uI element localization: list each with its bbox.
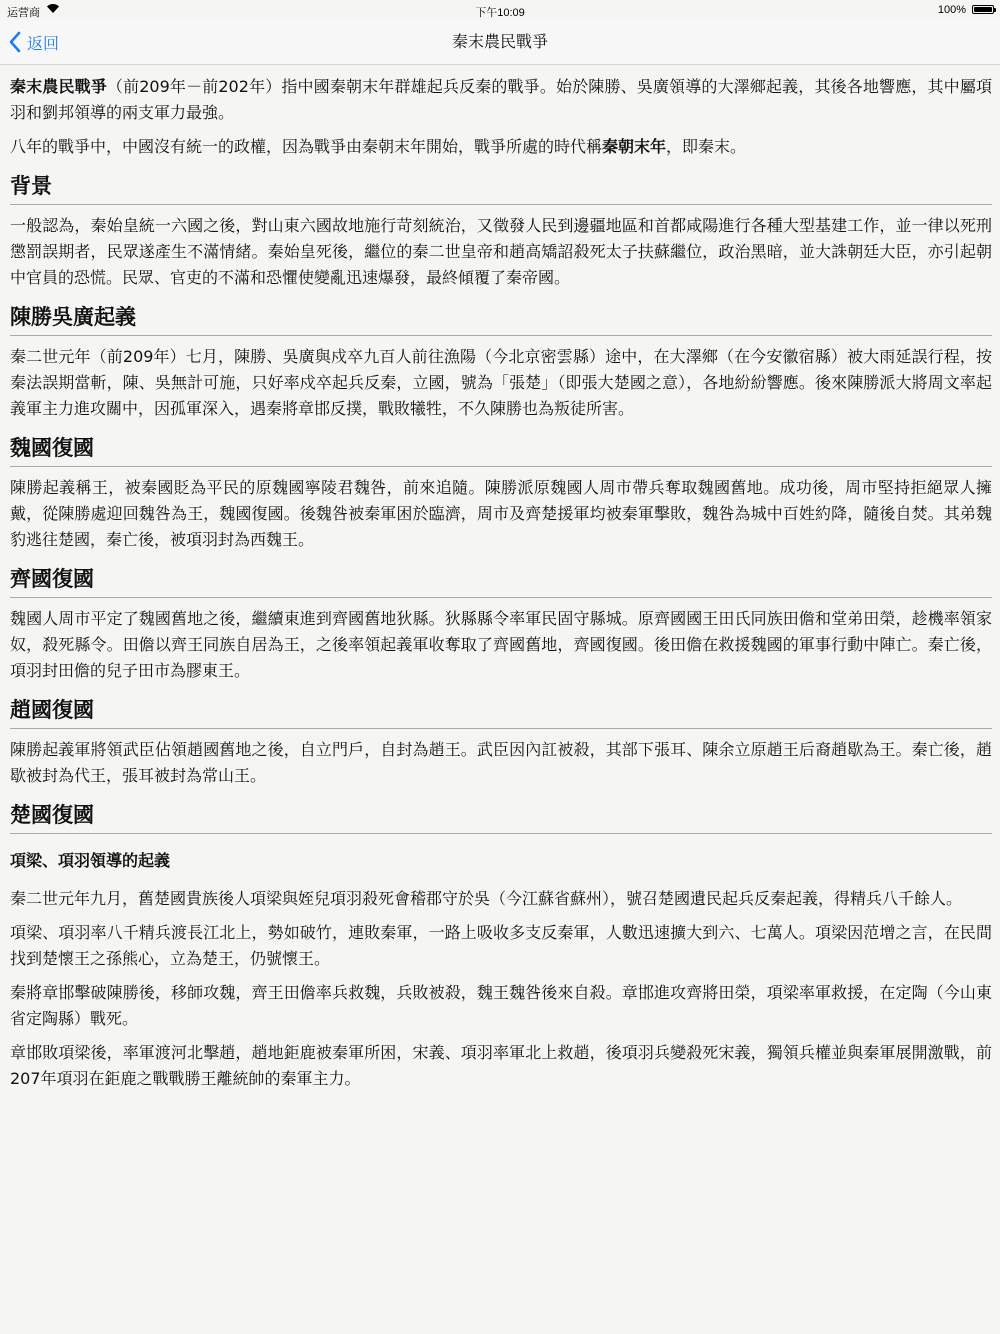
page-title: 秦末農民戰爭 bbox=[451, 32, 548, 51]
section-paragraph: 一般認為，秦始皇統一六國之後，對山東六國故地施行苛刻統治，又徵發人民到邊疆地區和首都咸陽進行各種大型基建工作，並一律以死刑懲罰誤期者，民眾遂產生不滿情緒。秦始皇死後，繼位的秦二世皇帝和趙高矯詔殺死太子扶蘇繼位，政治黑暗，並大誅朝廷大臣，亦引起朝中官員的恐慌。民眾、官吏的不滿和恐懼使變亂迅速爆發，最終傾覆了秦帝國。 bbox=[10, 216, 992, 287]
section-paragraph: 陳勝起義稱王，被秦國貶為平民的原魏國寧陵君魏咎，前來追隨。陳勝派原魏國人周市帶兵奪取魏國舊地。成功後，周市堅持拒絕眾人擁戴，從陳勝處迎回魏咎為王，魏國復國。後魏咎被秦軍困於臨濟，周市及齊楚援軍均被秦軍擊敗，魏咎為城中百姓約降，隨後自焚。其弟魏豹逃往楚國，秦亡後，被項羽封為西魏王。 bbox=[10, 478, 992, 549]
section-paragraph: 魏國人周市平定了魏國舊地之後，繼續東進到齊國舊地狄縣。狄縣縣令率軍民固守縣城。原齊國國王田氏同族田儋和堂弟田榮，趁機率領家奴，殺死縣令。田儋以齊王同族自居為王，之後率領起義軍收奪取了齊國舊地，齊國復國。後田儋在救援魏國的軍事行動中陣亡。秦亡後，項羽封田儋的兒子田市為膠東王。 bbox=[10, 609, 992, 680]
status-bar bbox=[0, 0, 1000, 20]
section-paragraph: 陳勝起義軍將領武臣佔領趙國舊地之後，自立門戶，自封為趙王。武臣因內訌被殺，其部下張耳、陳余立原趙王后裔趙歇為王。秦亡後，趙歇被封為代王，張耳被封為常山王。 bbox=[10, 740, 992, 785]
intro-paragraph: 八年的戰爭中，中國沒有統一的政權，因為戰爭由秦朝末年開始，戰爭所處的時代稱秦朝末年，即秦末。 bbox=[10, 137, 747, 156]
section-paragraph: 秦二世元年九月，舊楚國貴族後人項梁與姪兒項羽殺死會稽郡守於吳（今江蘇省蘇州），號召楚國遺民起兵反秦起義，得精兵八千餘人。 bbox=[10, 889, 963, 908]
section-paragraph: 秦二世元年（前209年）七月，陳勝、吳廣與戍卒九百人前往漁陽（今北京密雲縣）途中，在大澤鄉（在今安徽宿縣）被大雨延誤行程，按秦法誤期當斬，陳、吳無計可施，只好率戍卒起兵反秦，立國，號為「張楚」（即張大楚國之意），各地紛紛響應。後來陳勝派大將周文率起義軍主力進攻關中，因孤軍深入，遇秦將章邯反撲，戰敗犧牲，不久陳勝也為叛徒所害。 bbox=[10, 347, 992, 418]
section-heading: 背景 bbox=[10, 168, 992, 205]
section-heading: 楚國復國 bbox=[10, 797, 992, 834]
section-heading: 趙國復國 bbox=[10, 692, 992, 729]
section-heading: 齊國復國 bbox=[10, 561, 992, 598]
battery-icon bbox=[972, 5, 994, 14]
back-button-label: 返回 bbox=[27, 35, 60, 53]
status-time: 下午10:09 bbox=[475, 7, 525, 19]
section-paragraph: 章邯敗項梁後，率軍渡河北擊趙，趙地鉅鹿被秦軍所困，宋義、項羽率軍北上救趙，後項羽兵變殺死宋義，獨領兵權並與秦軍展開激戰，前207年項羽在鉅鹿之戰戰勝王離統帥的秦軍主力。 bbox=[10, 1043, 992, 1088]
section-subheading: 項梁、項羽領導的起義 bbox=[10, 851, 171, 870]
section-heading: 陳勝吳廣起義 bbox=[10, 299, 992, 336]
intro-paragraph: 秦末農民戰爭（前209年－前202年）指中國秦朝末年群雄起兵反秦的戰爭。始於陳勝、吳廣領導的大澤鄉起義，其後各地響應，其中屬項羽和劉邦領導的兩支軍力最強。 bbox=[10, 77, 992, 122]
battery-percent: 100% bbox=[937, 4, 966, 16]
article-content bbox=[10, 74, 992, 1100]
section-paragraph: 項梁、項羽率八千精兵渡長江北上，勢如破竹，連敗秦軍，一路上吸收多支反秦軍，人數迅速擴大到六、七萬人。項梁因范增之言，在民間找到楚懷王之孫熊心，立為楚王，仍號懷王。 bbox=[10, 923, 992, 968]
section-heading: 魏國復國 bbox=[10, 430, 992, 467]
article-term: 秦朝末年 bbox=[602, 137, 667, 156]
section-paragraph: 秦將章邯擊破陳勝後，移師攻魏，齊王田儋率兵救魏，兵敗被殺，魏王魏咎後來自殺。章邯進攻齊將田榮，項梁率軍救援，在定陶（今山東省定陶縣）戰死。 bbox=[10, 983, 992, 1028]
article-term: 秦末農民戰爭 bbox=[10, 77, 107, 96]
navigation-bar bbox=[0, 20, 1000, 65]
carrier-label: 运营商 bbox=[7, 7, 40, 19]
